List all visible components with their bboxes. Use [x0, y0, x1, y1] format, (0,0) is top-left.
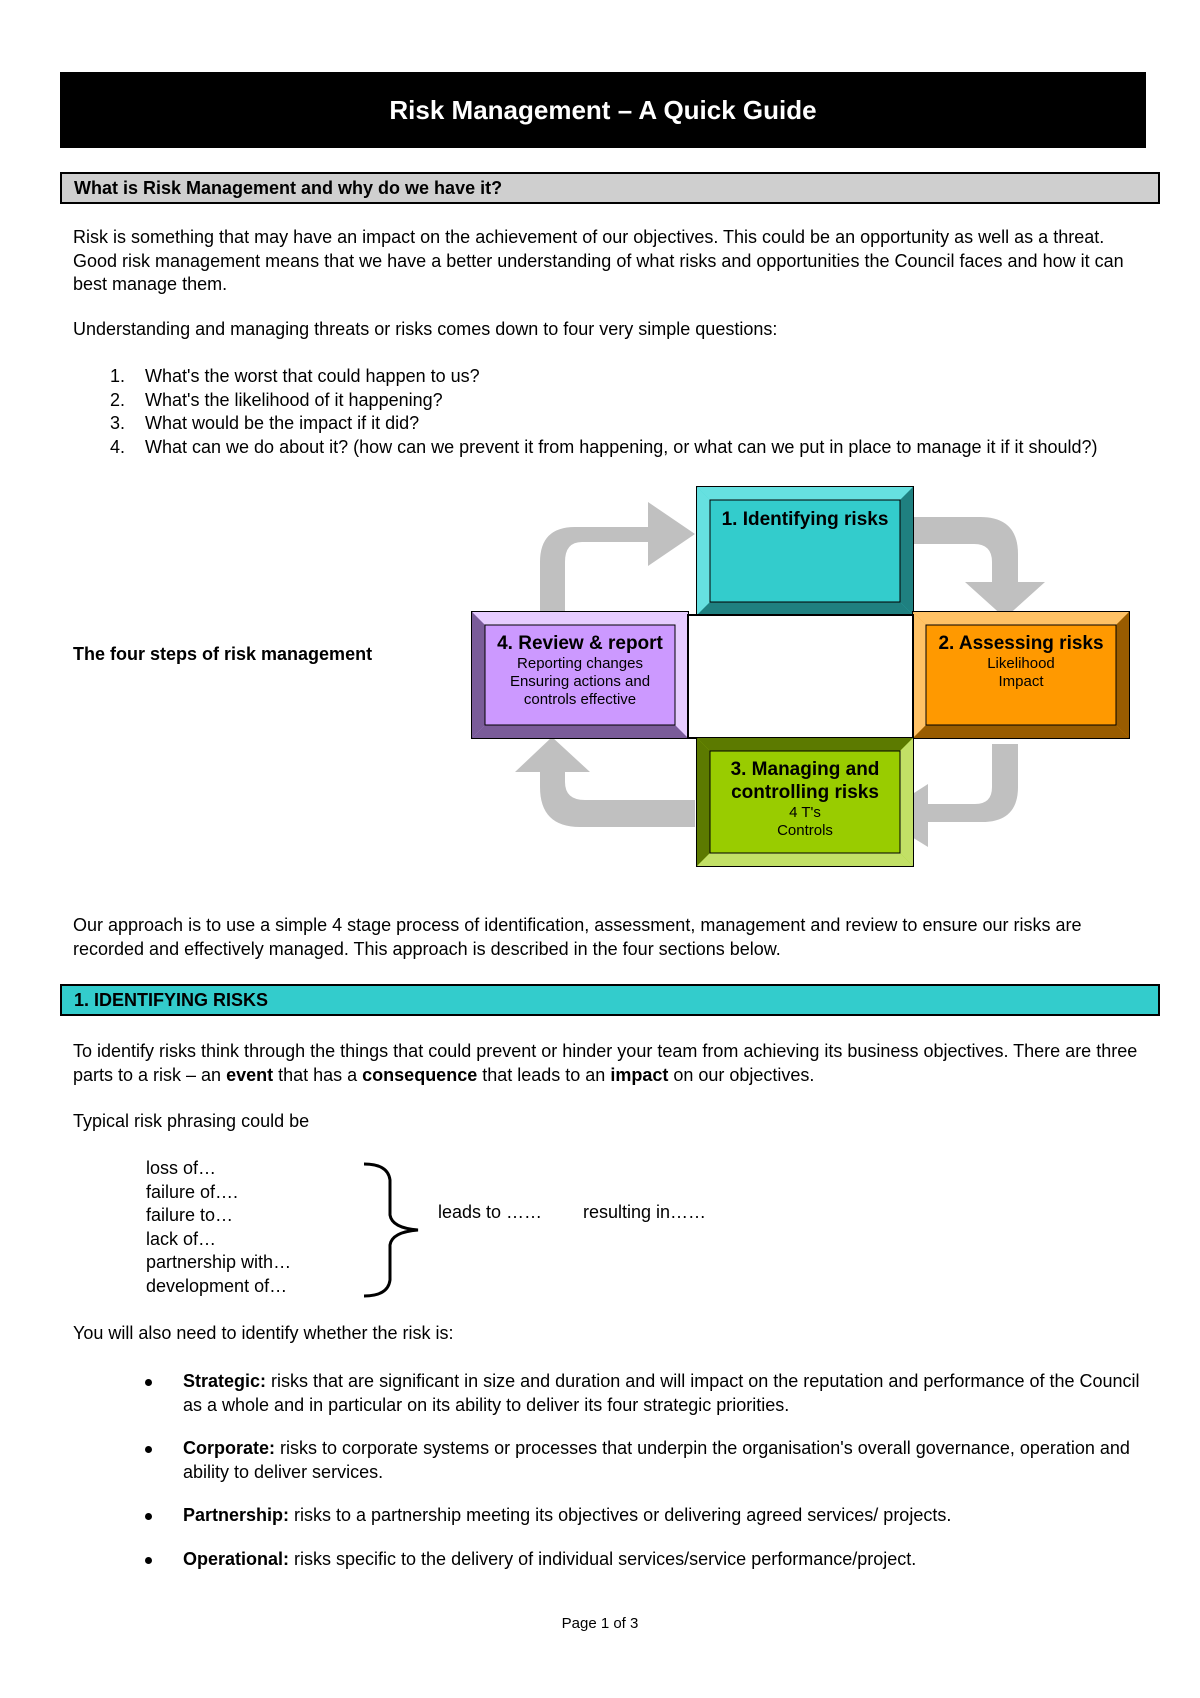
risk-type-intro: You will also need to identify whether the risk is: — [73, 1323, 454, 1343]
list-item: Partnership: risks to a partnership meeting its objectives or delivering agreed services/ projects. — [73, 1504, 1143, 1528]
list-item: Strategic: risks that are significant in size and duration and will impact on the reputation and performance of the Council as a whole and in particular on its ability to deliver its four strategic priorities. — [73, 1370, 1143, 1417]
list-item: 1. What's the worst that could happen to us? — [110, 366, 480, 386]
questions-intro: Understanding and managing threats or risks comes down to four very simple questions: — [73, 319, 778, 339]
step2-line1: Likelihood — [987, 655, 1055, 672]
step4-label — [485, 632, 675, 709]
step1-title: 1. Identifying risks — [721, 509, 889, 530]
event-term: event — [226, 1064, 274, 1085]
list-item: 2. What's the likelihood of it happening? — [110, 389, 443, 410]
bullet-icon — [145, 1557, 152, 1564]
approach-paragraph: Our approach is to use a simple 4 stage process of identification, assessment, management and review to ensure our risks are recorded and effectively managed. This approach is described in the four sections below. — [73, 915, 1082, 959]
section-heading-identifying-risks: 1. IDENTIFYING RISKS — [60, 984, 1160, 1016]
resulting-in-text: resulting in…… — [583, 1202, 707, 1222]
step1-box — [697, 487, 913, 615]
step3-line1: 4 T's — [789, 804, 821, 821]
list-item: Operational: risks specific to the delivery of individual services/service performance/project. — [73, 1548, 1143, 1572]
step4-title: 4. Review & report — [497, 633, 663, 654]
risk-type-list — [73, 1370, 1143, 1591]
consequence-term: consequence — [362, 1064, 478, 1085]
list-item: loss of… — [146, 1158, 217, 1178]
phrasing-list — [146, 1157, 291, 1298]
phrasing-intro: Typical risk phrasing could be — [73, 1111, 310, 1131]
list-item: failure to… — [146, 1205, 234, 1225]
list-item: lack of… — [146, 1228, 217, 1249]
risk-cycle-diagram — [470, 482, 1140, 878]
step4-line2: Ensuring actions and controls effective — [509, 673, 651, 708]
identify-paragraph: To identify risks think through the things that could prevent or hinder your team from achieving its business objectives. There are three parts to a risk – an event that has a consequence that leads to an impact on our objectives. — [73, 1041, 1138, 1085]
step3-label — [710, 758, 900, 840]
step2-line2: Impact — [998, 673, 1044, 690]
list-item: Corporate: risks to corporate systems or processes that underpin the organisation's overall governance, operation and ability to deliver services. — [73, 1437, 1143, 1484]
questions-list — [73, 365, 1143, 459]
bullet-icon — [145, 1513, 152, 1520]
list-item: 4. What can we do about it? (how can we prevent it from happening, or what can we put in place to manage it if it should?) — [110, 436, 1098, 457]
step4-line1: Reporting changes — [517, 655, 643, 672]
arrow-top-right — [910, 517, 1045, 618]
section-heading-what-is-risk: What is Risk Management and why do we have it? — [60, 172, 1160, 204]
arrow-top-left — [540, 502, 695, 617]
impact-term: impact — [610, 1064, 669, 1085]
list-item: development of… — [146, 1275, 288, 1296]
bullet-icon — [145, 1446, 152, 1453]
page-number: Page 1 of 3 — [561, 1615, 639, 1632]
bullet-icon — [145, 1379, 152, 1386]
leads-to-text: leads to …… — [438, 1202, 543, 1222]
center-square — [688, 615, 913, 738]
document-title: Risk Management – A Quick Guide — [60, 72, 1146, 148]
curly-brace — [360, 1160, 424, 1300]
step3-title: 3. Managing and controlling risks — [730, 759, 880, 803]
list-item: 3. What would be the impact if it did? — [110, 413, 420, 433]
list-item: partnership with… — [146, 1252, 292, 1272]
arrow-bottom-left — [515, 737, 695, 827]
step1-label — [710, 508, 900, 531]
intro-paragraph: Risk is something that may have an impact on the achievement of our objectives. This could be an opportunity as well as a threat. Good risk management means that we have a better understanding of what risks and opportunities the Council faces and how it can best manage them. — [73, 227, 1124, 294]
step3-line2: Controls — [777, 822, 833, 839]
diagram-label: The four steps of risk management — [73, 644, 373, 664]
step2-label — [926, 632, 1116, 691]
step2-title: 2. Assessing risks — [938, 633, 1104, 654]
list-item: failure of…. — [146, 1181, 239, 1202]
